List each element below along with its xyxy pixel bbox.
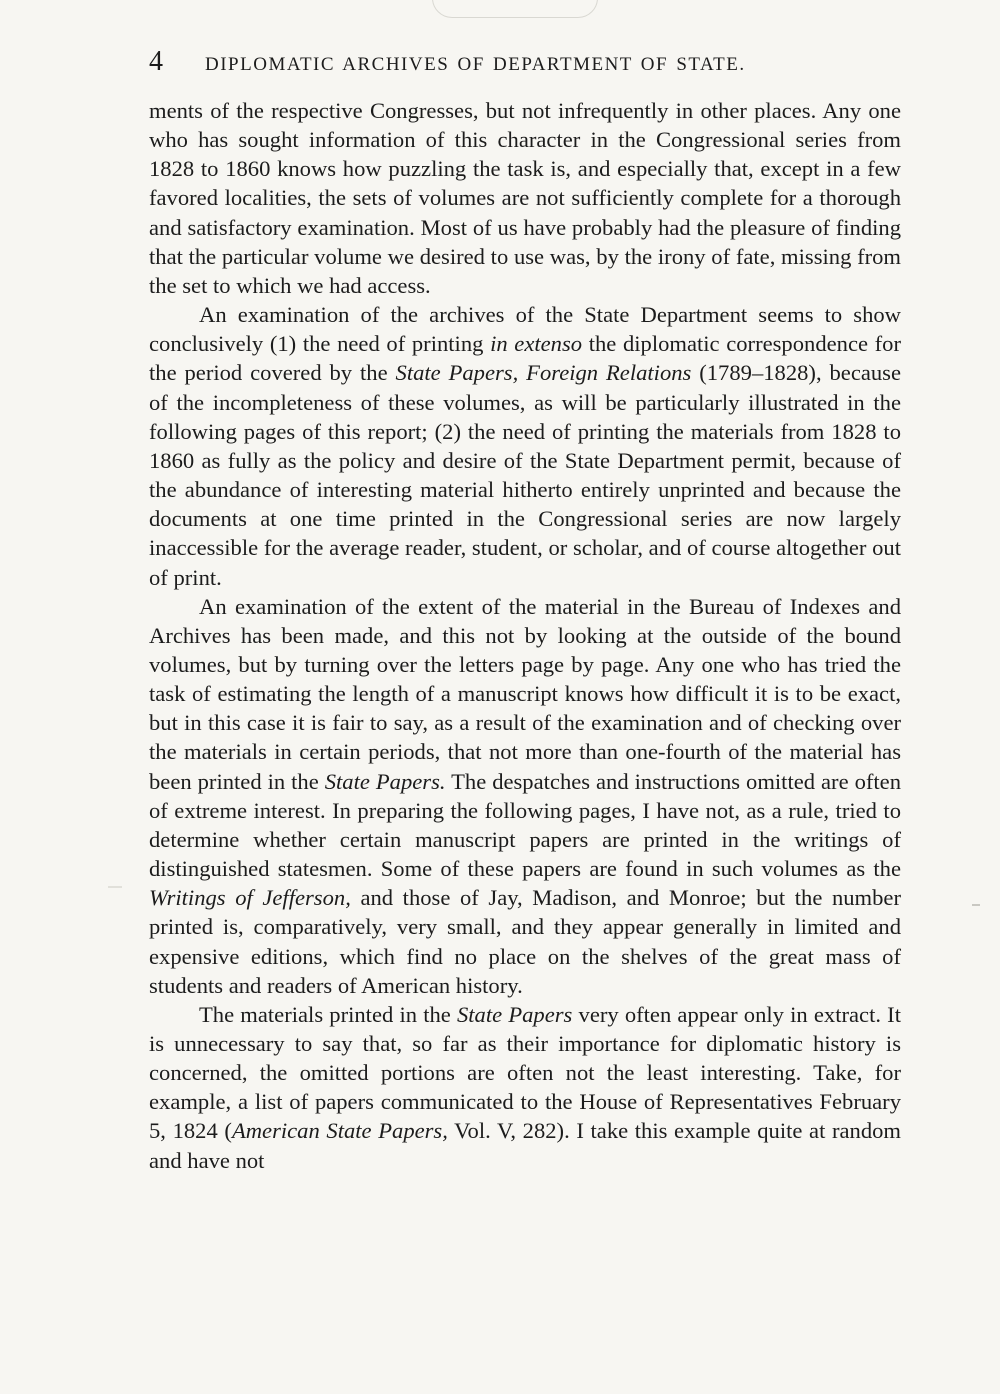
page-header <box>149 46 901 82</box>
italic-text-run: State Papers <box>456 1001 573 1027</box>
text-run: The materials printed in the <box>199 1001 457 1027</box>
page-number: 4 <box>149 46 163 77</box>
italic-text-run: State Papers, Foreign Relations <box>395 360 692 386</box>
italic-text-run: Writings of Jefferson, <box>149 885 351 911</box>
margin-rule-mark <box>972 904 980 906</box>
paragraph <box>149 592 901 1000</box>
paragraph <box>149 96 901 300</box>
margin-rule-mark <box>108 886 122 888</box>
body-text <box>149 96 901 1175</box>
book-page <box>149 46 901 1175</box>
text-run: The despatches and instructions omitted are often of extreme interest. In preparing the following pages, I have not, as a rule, tried to determine whether certain manuscript papers are printed in the writings of distinguished statesmen. Some of these papers are found in such volumes as the <box>149 768 902 882</box>
text-run: (1789–1828), because of the incompleteness of these volumes, as will be particularly illustrated in the following pages of this report; (2) the need of printing the materials from 1828 to 1860 as fully as the policy and desire of the State Department permit, because of the abundance of interesting material hitherto entirely unprinted and because the documents at one time printed in the Congressional series are now largely inaccessible for the average reader, student, or scholar, and of course altogether out of print. <box>149 360 902 590</box>
text-run: and those of Jay, Madison, and Monroe; but the number printed is, comparatively, very small, and they appear generally in limited and expensive editions, which find no place on the shelves of the great mass of students and readers of American history. <box>149 885 901 998</box>
italic-text-run: in extenso <box>490 331 583 357</box>
text-run: An examination of the archives of the State Department seems to show conclusively (1) the need of printing <box>149 302 901 357</box>
text-run: Vol. V, 282). I take this example quite at random and have not <box>149 1118 901 1173</box>
paragraph <box>149 1000 901 1175</box>
italic-text-run: American State Papers, <box>231 1118 448 1144</box>
paragraph <box>149 300 901 592</box>
text-run: ments of the respective Congresses, but not infrequently in other places. Any one who has sought information of this character in the Congressional series from 1828 to 1860 knows how puzzling the task is, and especially that, except in a few favored localities, the sets of volumes are not sufficiently complete for a thorough and satisfactory examination. Most of us have probably had the pleasure of finding that the particular volume we desired to use was, by the irony of fate, missing from the set to which we had access. <box>149 98 901 298</box>
text-run: very often appear only in extract. It is unnecessary to say that, so far as their importance for diplomatic history is concerned, the omitted portions are often not the least interesting. Take, for example, a list of papers communicated to the House of Representatives February 5, 1824 ( <box>149 1001 901 1144</box>
running-head: DIPLOMATIC ARCHIVES OF DEPARTMENT OF STATE. <box>205 54 746 75</box>
page-tab-outline <box>432 0 598 18</box>
italic-text-run: State Papers. <box>324 768 446 794</box>
text-run: the diplomatic correspondence for the period covered by the <box>149 331 901 386</box>
text-run: An examination of the extent of the material in the Bureau of Indexes and Archives has been made, and this not by looking at the outside of the bound volumes, but by turning over the letters page by page. Any one who has tried the task of estimating the length of a manuscript knows how difficult it is to be exact, but in this case it is fair to say, as a result of the examination and of checking over the materials in certain periods, that not more than one-fourth of the material has been printed in the <box>149 593 901 794</box>
